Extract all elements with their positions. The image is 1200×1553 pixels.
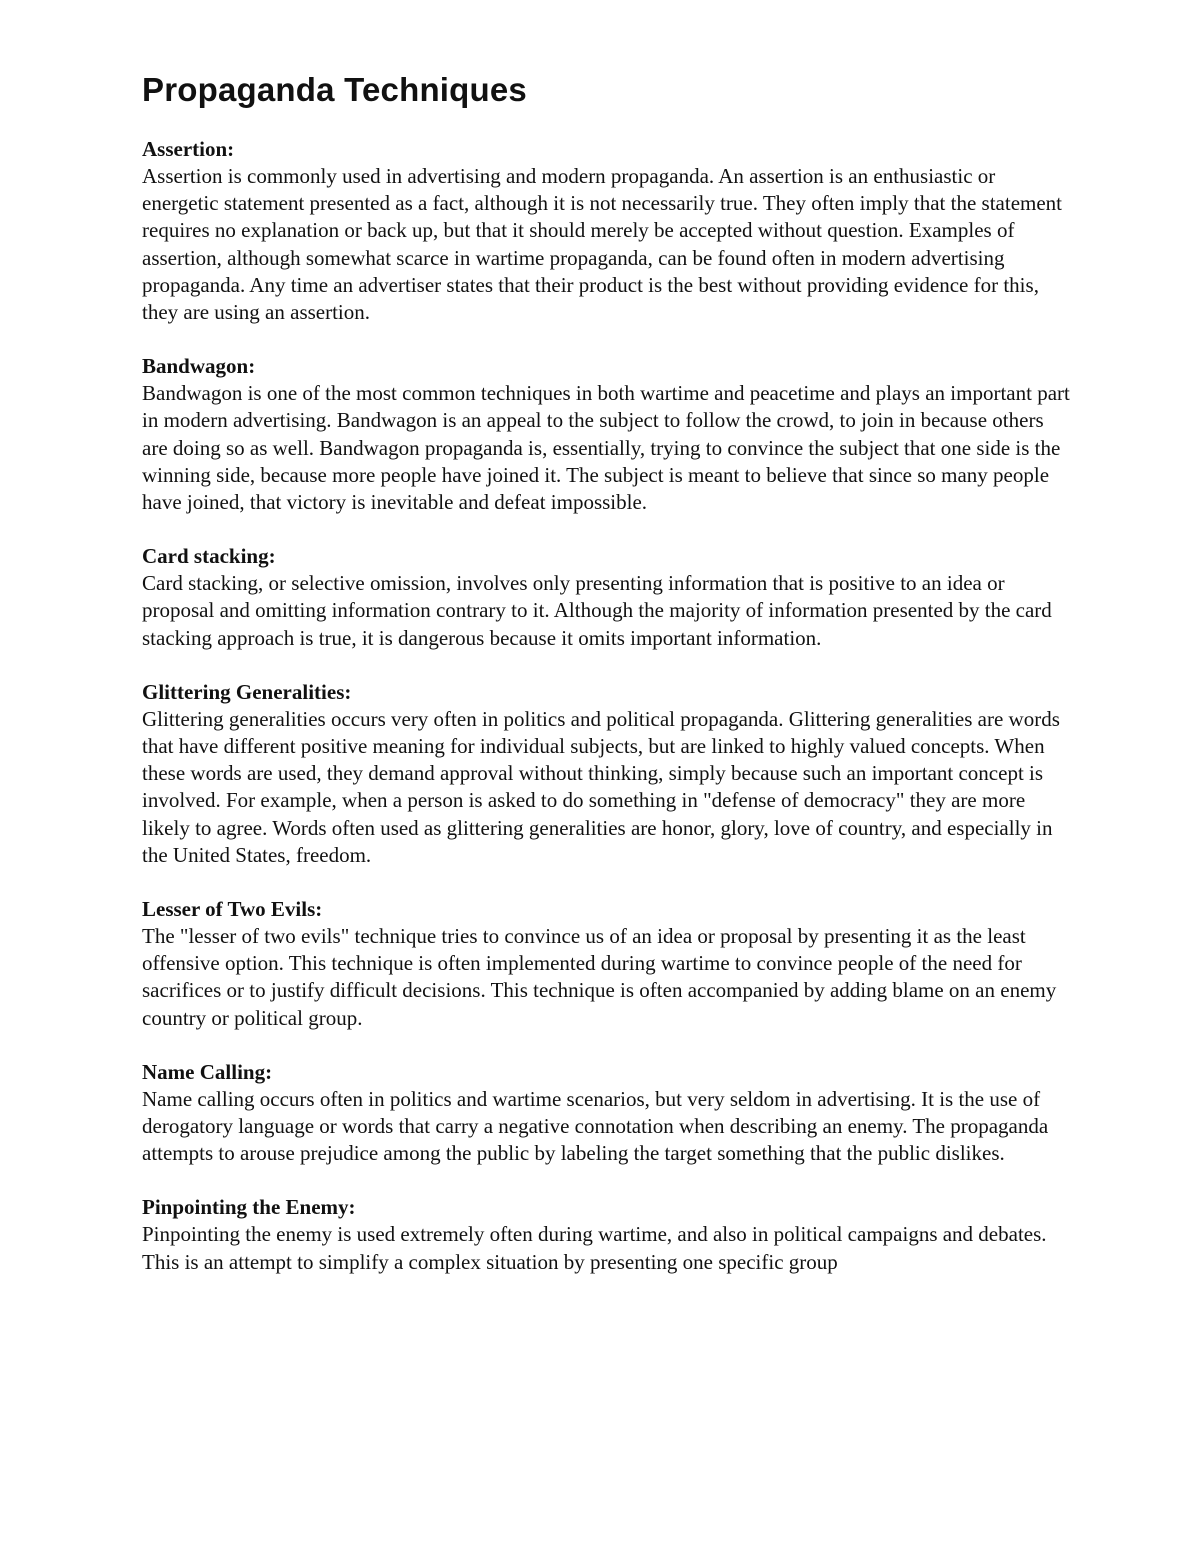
section-body: Card stacking, or selective omission, involves only presenting information that is positive to an idea or proposal and omitting information contrary to it. Although the majority of information presented by the card stacking approach is true, it is dangerous because it omits important information. [142, 571, 1052, 650]
section-heading: Pinpointing the Enemy: [142, 1195, 356, 1220]
section-body: Assertion is commonly used in advertising and modern propaganda. An assertion is an enthusiastic or energetic statement presented as a fact, although it is not necessarily true. They often imply that the statement requires no explanation or back up, but that it should merely be accepted without question. Examples of assertion, although somewhat scarce in wartime propaganda, can be found often in modern advertising propaganda. Any time an advertiser states that their product is the best without providing evidence for this, they are using an assertion. [142, 164, 1063, 325]
section-name-calling [142, 1059, 1072, 1168]
section-heading: Assertion: [142, 137, 235, 161]
section-heading: Glittering Generalities: [142, 679, 352, 704]
document-content [142, 70, 1072, 1303]
section-glittering-generalities [142, 679, 1072, 869]
section-heading: Lesser of Two Evils: [142, 897, 323, 922]
section-heading: Card stacking: [142, 544, 276, 569]
section-card-stacking [142, 543, 1072, 652]
section-body: Pinpointing the enemy is used extremely often during wartime, and also in political campaigns and debates. This is an attempt to simplify a complex situation by presenting one specific group [142, 1222, 1047, 1274]
section-assertion [142, 136, 1072, 326]
section-bandwagon [142, 353, 1072, 516]
section-lesser-of-two-evils [142, 896, 1072, 1032]
section-heading: Name Calling: [142, 1059, 273, 1084]
section-heading: Bandwagon: [142, 354, 256, 379]
section-body: Name calling occurs often in politics and wartime scenarios, but very seldom in advertising. It is the use of derogatory language or words that carry a negative connotation when describing an enemy. The propaganda attempts to arouse prejudice among the public by labeling the target something that the public dislikes. [142, 1086, 1049, 1166]
section-pinpointing-the-enemy [142, 1194, 1072, 1275]
section-body: Glittering generalities occurs very often in politics and political propaganda. Glittering generalities are words that have different positive meaning for individual subjects, but are linked to highly valued concepts. When these words are used, they demand approval without thinking, simply because such an important concept is involved. For example, when a person is asked to do something in "defense of democracy" they are more likely to agree. Words often used as glittering generalities are honor, glory, love of country, and especially in the United States, freedom. [142, 706, 1060, 867]
page-title: Propaganda Techniques [142, 71, 527, 108]
section-body: Bandwagon is one of the most common techniques in both wartime and peacetime and plays an important part in modern advertising. Bandwagon is an appeal to the subject to follow the crowd, to join in because others are doing so as well. Bandwagon propaganda is, essentially, trying to convince the subject that one side is the winning side, because more people have joined it. The subject is meant to believe that since so many people have joined, that victory is inevitable and defeat impossible. [142, 381, 1070, 515]
section-body: The "lesser of two evils" technique tries to convince us of an idea or proposal by presenting it as the least offensive option. This technique is often implemented during wartime to convince people of the need for sacrifices or to justify difficult decisions. This technique is often accompanied by adding blame on an enemy country or political group. [142, 924, 1057, 1030]
